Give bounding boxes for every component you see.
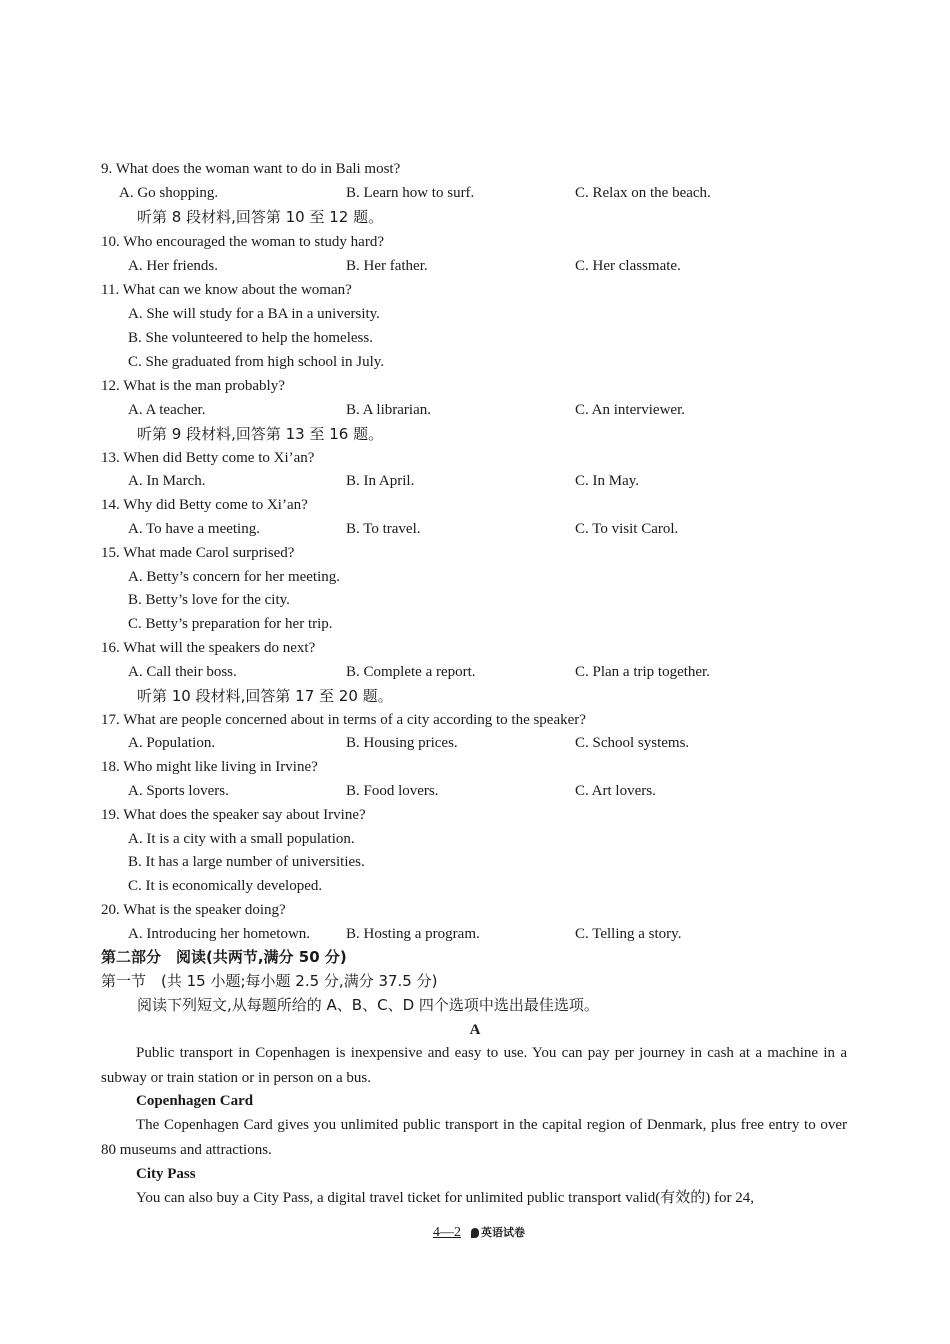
question-12-option-b: B. A librarian. [346,402,431,418]
question-11-option-a: A. She will study for a BA in a university. [128,306,380,322]
question-20-option-b: B. Hosting a program. [346,926,480,942]
section-1-title: 第一节 (共 15 小题;每小题 2.5 分,满分 37.5 分) [101,972,438,990]
section-9-heading: 听第 9 段材料,回答第 13 至 16 题。 [137,425,384,443]
question-16-option-a: A. Call their boss. [128,664,237,680]
question-14-option-c: C. To visit Carol. [575,521,679,537]
question-18-option-c: C. Art lovers. [575,783,656,799]
question-17-option-b: B. Housing prices. [346,735,458,751]
question-11-option-c: C. She graduated from high school in July. [128,354,385,370]
footer-mark-icon [471,1228,479,1238]
question-15-option-b: B. Betty’s love for the city. [128,592,290,608]
question-18-option-b: B. Food lovers. [346,783,439,799]
question-10-stem: 10. Who encouraged the woman to study hard? [101,234,384,250]
question-18-stem: 18. Who might like living in Irvine? [101,759,318,775]
passage-paragraph-2: The Copenhagen Card gives you unlimited public transport in the capital region of Denmark, plus free entry to over 80 museums and attractions. [101,1117,847,1158]
question-11-stem: 11. What can we know about the woman? [101,282,352,298]
question-10-option-a: A. Her friends. [128,258,218,274]
question-20-stem: 20. What is the speaker doing? [101,902,286,918]
question-15-option-a: A. Betty’s concern for her meeting. [128,569,341,585]
question-19-option-a: A. It is a city with a small population. [128,831,355,847]
question-15-stem: 15. What made Carol surprised? [101,545,295,561]
question-15-option-c: C. Betty’s preparation for her trip. [128,616,333,632]
question-19-option-c: C. It is economically developed. [128,878,323,894]
passage-paragraph-3: You can also buy a City Pass, a digital travel ticket for unlimited public transport valid(有效的) for 24, [136,1190,754,1206]
question-14-stem: 14. Why did Betty come to Xi’an? [101,497,308,513]
question-20-option-a: A. Introducing her hometown. [128,926,311,942]
question-11-option-b: B. She volunteered to help the homeless. [128,330,373,346]
question-9-option-a: A. Go shopping. [119,185,219,201]
page-footer [0,1224,950,1241]
question-13-stem: 13. When did Betty come to Xi’an? [101,450,315,466]
question-9-option-c: C. Relax on the beach. [575,185,711,201]
exam-name: 英语试卷 [481,1226,525,1239]
question-17-option-c: C. School systems. [575,735,690,751]
section-8-heading: 听第 8 段材料,回答第 10 至 12 题。 [137,208,384,226]
question-16-option-b: B. Complete a report. [346,664,476,680]
question-13-option-c: C. In May. [575,473,640,489]
question-19-option-b: B. It has a large number of universities. [128,854,365,870]
question-18-option-a: A. Sports lovers. [128,783,229,799]
question-12-option-a: A. A teacher. [128,402,206,418]
heading-city-pass: City Pass [136,1166,196,1182]
section-10-heading: 听第 10 段材料,回答第 17 至 20 题。 [137,687,393,705]
part-2-title: 第二部分 阅读(共两节,满分 50 分) [101,948,347,966]
passage-paragraph-1: Public transport in Copenhagen is inexpensive and easy to use. You can pay per journey in cash at a machine in a subway or train station or in person on a bus. [101,1045,847,1086]
heading-copenhagen-card: Copenhagen Card [136,1093,254,1109]
question-20-option-c: C. Telling a story. [575,926,682,942]
question-9-stem: 9. What does the woman want to do in Bali most? [101,161,401,177]
question-17-option-a: A. Population. [128,735,216,751]
passage-label: A [469,1022,481,1038]
question-10-option-b: B. Her father. [346,258,428,274]
question-19-stem: 19. What does the speaker say about Irvine? [101,807,366,823]
page-number: 4—2 [433,1225,461,1240]
question-12-option-c: C. An interviewer. [575,402,685,418]
question-10-option-c: C. Her classmate. [575,258,681,274]
question-13-option-a: A. In March. [128,473,206,489]
question-16-option-c: C. Plan a trip together. [575,664,710,680]
question-14-option-b: B. To travel. [346,521,421,537]
question-9-option-b: B. Learn how to surf. [346,185,475,201]
question-17-stem: 17. What are people concerned about in terms of a city according to the speaker? [101,712,586,728]
question-16-stem: 16. What will the speakers do next? [101,640,316,656]
question-14-option-a: A. To have a meeting. [128,521,260,537]
question-12-stem: 12. What is the man probably? [101,378,285,394]
question-13-option-b: B. In April. [346,473,415,489]
reading-instruction: 阅读下列短文,从每题所给的 A、B、C、D 四个选项中选出最佳选项。 [137,996,599,1014]
